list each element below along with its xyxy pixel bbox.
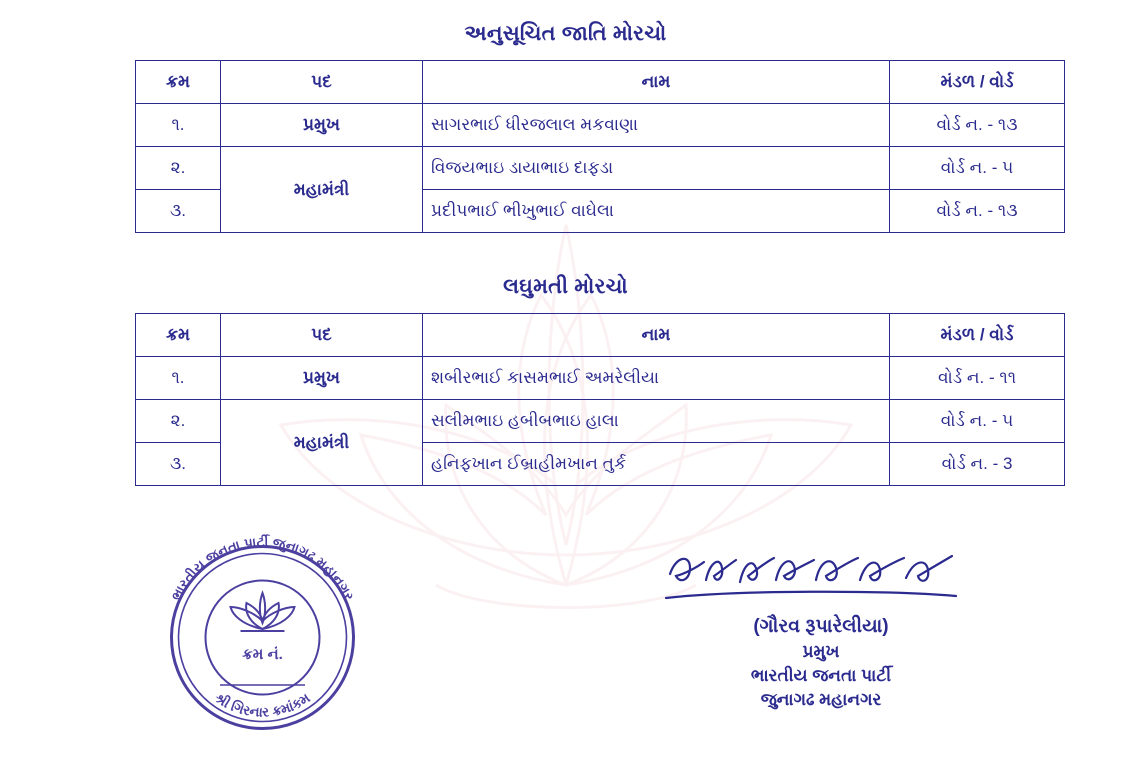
cell-serial: ૩. xyxy=(136,443,221,486)
signatory-unit: જુનાગઢ મહાનગર xyxy=(760,690,882,709)
table-row xyxy=(136,400,1065,443)
column-header-post: પદ xyxy=(221,61,423,104)
cell-post: મહામંત્રી xyxy=(221,147,423,233)
cell-post: પ્રમુખ xyxy=(221,104,423,147)
column-header-serial: ક્રમ xyxy=(136,61,221,104)
cell-post: પ્રમુખ xyxy=(221,357,423,400)
cell-serial: ૩. xyxy=(136,190,221,233)
cell-name: વિજયભાઇ ડાયાભાઇ દાફડા xyxy=(423,147,890,190)
svg-text:ક્રમ નં.: ક્રમ નં. xyxy=(242,646,283,663)
cell-post: મહામંત્રી xyxy=(221,400,423,486)
cell-name: પ્રદીપભાઈ ભીખુભાઈ વાઘેલા xyxy=(423,190,890,233)
lotus-icon xyxy=(231,593,295,631)
cell-name: શબીરભાઈ કાસમભાઈ અમરેલીયા xyxy=(423,357,890,400)
cell-ward: વોર્ડ ન. - ૫ xyxy=(890,400,1065,443)
cell-ward: વોર્ડ ન. - ૫ xyxy=(890,147,1065,190)
members-table xyxy=(135,313,1065,486)
table-header-row xyxy=(136,61,1065,104)
table-header-row xyxy=(136,314,1065,357)
signatory-org: ભારતીય જનતા પાર્ટી xyxy=(750,666,892,685)
column-header-name: નામ xyxy=(423,314,890,357)
signatory-role: પ્રમુખ xyxy=(802,642,840,661)
cell-ward: વોર્ડ ન. - ૧૩ xyxy=(890,104,1065,147)
table-row xyxy=(136,357,1065,400)
cell-name: સલીમભાઇ હબીબભાઇ હાલા xyxy=(423,400,890,443)
column-header-ward: મંડળ / વોર્ડ xyxy=(890,61,1065,104)
column-header-name: નામ xyxy=(423,61,890,104)
column-header-ward: મંડળ / વોર્ડ xyxy=(890,314,1065,357)
section-minority xyxy=(0,275,1131,486)
section-title: લઘુમતી મોરચો xyxy=(503,275,628,298)
cell-name: હનિફખાન ઈબ્રાહીમખાન તુર્ક xyxy=(423,443,890,486)
signature-block xyxy=(641,540,1001,710)
cell-ward: વોર્ડ ન. - ૧૧ xyxy=(890,357,1065,400)
table-row xyxy=(136,104,1065,147)
cell-serial: ૨. xyxy=(136,147,221,190)
cell-serial: ૨. xyxy=(136,400,221,443)
cell-serial: ૧. xyxy=(136,357,221,400)
svg-text:શ્રી ગિરનાર ક્રમાંકમ: શ્રી ગિરનાર ક્રમાંકમ xyxy=(212,690,313,720)
cell-ward: વોર્ડ ન. - 3 xyxy=(890,443,1065,486)
svg-text:ભારતીય જનતા પાર્ટી જુનાગઢ મહાન: ભારતીય જનતા પાર્ટી જુનાગઢ મહાનગર xyxy=(168,534,357,603)
cell-ward: વોર્ડ ન. - ૧૩ xyxy=(890,190,1065,233)
cell-name: સાગરભાઈ ધીરજલાલ મકવાણા xyxy=(423,104,890,147)
document-footer xyxy=(0,505,1131,781)
table-wrapper xyxy=(0,60,1131,233)
column-header-serial: ક્રમ xyxy=(136,314,221,357)
signatory-name: (ગૌરવ રૂપારેલીયા) xyxy=(753,616,889,637)
column-header-post: પદ xyxy=(221,314,423,357)
section-title: અનુસૂચિત જાતિ મોરચો xyxy=(464,22,667,45)
handwritten-signature xyxy=(641,540,1001,610)
section-scheduled-caste xyxy=(0,22,1131,233)
official-stamp xyxy=(150,525,375,750)
table-row xyxy=(136,147,1065,190)
cell-serial: ૧. xyxy=(136,104,221,147)
members-table xyxy=(135,60,1065,233)
table-wrapper xyxy=(0,313,1131,486)
